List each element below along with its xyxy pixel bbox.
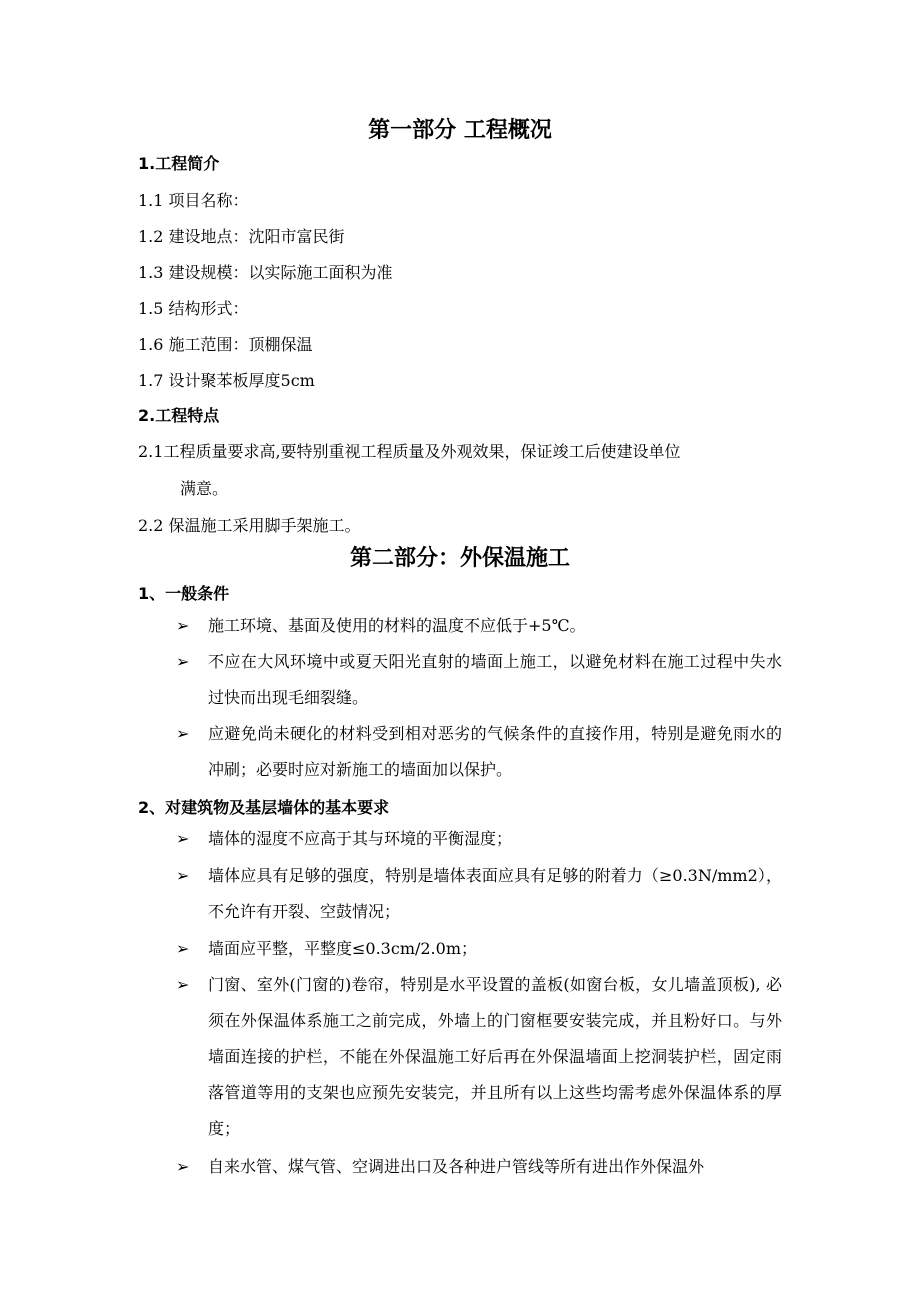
bullet-item	[176, 858, 782, 930]
bullet-text: 墙体应具有足够的强度，特别是墙体表面应具有足够的附着力（≥0.3N/mm2），不允许有开裂、空鼓情况；	[208, 866, 782, 921]
bullet-text: 施工环境、基面及使用的材料的温度不应低于+5℃。	[208, 616, 586, 635]
item-scope: 1.6 施工范围：顶棚保温	[138, 335, 313, 354]
arrow-bullet-icon: ➢	[176, 829, 190, 848]
bullet-item	[176, 1149, 782, 1185]
item-structure: 1.5 结构形式：	[138, 299, 249, 318]
bullet-text: 自来水管、煤气管、空调进出口及各种进户管线等所有进出作外保温外	[208, 1157, 705, 1176]
feature-2-1-line1: 2.1工程质量要求高,要特别重视工程质量及外观效果，保证竣工后使建设单位	[138, 442, 681, 461]
arrow-bullet-icon: ➢	[176, 616, 190, 635]
bullet-item	[176, 608, 782, 644]
bullet-item	[176, 644, 782, 716]
feature-2-2: 2.2 保温施工采用脚手架施工。	[138, 516, 361, 535]
section-heading-building-requirements: 2、对建筑物及基层墙体的基本要求	[138, 798, 390, 817]
arrow-bullet-icon: ➢	[176, 939, 190, 958]
arrow-bullet-icon: ➢	[176, 975, 190, 994]
bullet-item	[176, 967, 782, 1147]
part1-title: 第一部分 工程概况	[368, 118, 552, 143]
item-board-thickness: 1.7 设计聚苯板厚度5cm	[138, 371, 315, 390]
bullet-text: 墙体的湿度不应高于其与环境的平衡湿度；	[208, 829, 513, 848]
item-location: 1.2 建设地点：沈阳市富民街	[138, 227, 345, 246]
bullet-item	[176, 716, 782, 788]
bullet-text: 应避免尚未硬化的材料受到相对恶劣的气候条件的直接作用，特别是避免雨水的冲刷；必要时应对新施工的墙面加以保护。	[208, 724, 782, 779]
section-heading-features: 2.工程特点	[138, 406, 220, 425]
arrow-bullet-icon: ➢	[176, 1157, 190, 1176]
arrow-bullet-icon: ➢	[176, 866, 190, 885]
bullet-item	[176, 931, 782, 967]
section-heading-general-conditions: 1、一般条件	[138, 584, 230, 603]
arrow-bullet-icon: ➢	[176, 724, 190, 743]
arrow-bullet-icon: ➢	[176, 652, 190, 671]
feature-2-1-line2: 满意。	[180, 479, 229, 498]
bullet-text: 不应在大风环境中或夏天阳光直射的墙面上施工，以避免材料在施工过程中失水过快而出现毛细裂缝。	[208, 652, 782, 707]
part2-title: 第二部分：外保温施工	[349, 546, 570, 571]
item-project-name: 1.1 项目名称：	[138, 191, 249, 210]
section-heading-project-intro: 1.工程简介	[138, 154, 220, 173]
bullet-text: 门窗、室外(门窗的)卷帘，特别是水平设置的盖板(如窗台板，女儿墙盖顶板), 必须在外保温体系施工之前完成，外墙上的门窗框要安装完成，并且粉好口。与外墙面连接的护栏，不能在外保温施工好后再在外保温墙面上挖洞装护栏，固定雨落管道等用的支架也应预先安装完，并且所有以上这些均需考虑外保温体系的厚度；	[208, 975, 782, 1138]
bullet-text: 墙面应平整，平整度≤0.3cm/2.0m；	[208, 939, 477, 958]
bullet-item	[176, 821, 782, 857]
item-scale: 1.3 建设规模：以实际施工面积为准	[138, 263, 393, 282]
